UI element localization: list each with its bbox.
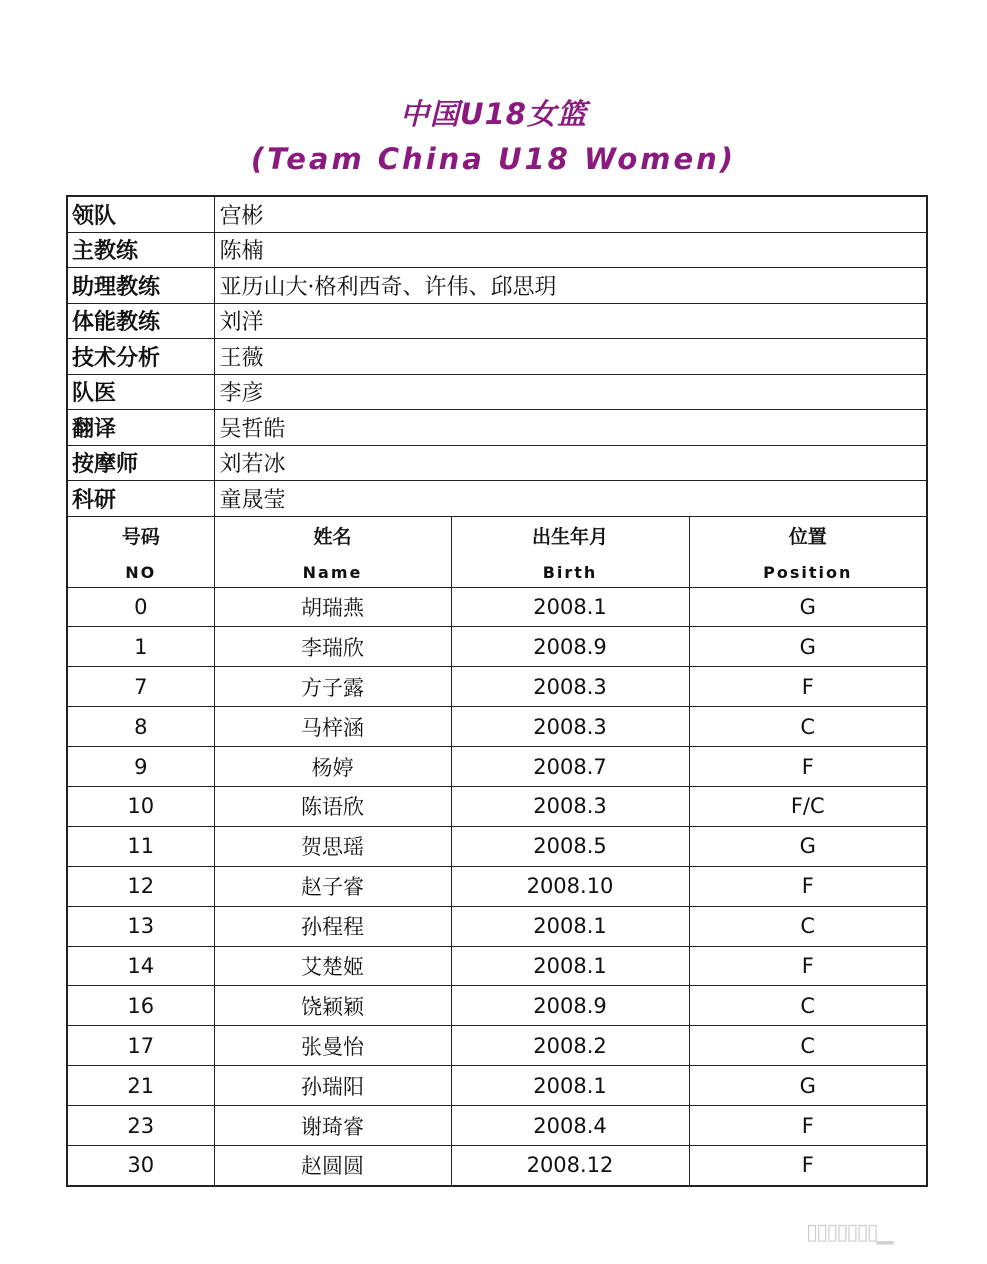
staff-role: 体能教练 bbox=[67, 303, 214, 339]
player-number: 30 bbox=[67, 1145, 214, 1185]
header-name-cn: 姓名 bbox=[313, 525, 352, 548]
player-row bbox=[67, 946, 927, 986]
player-birth: 2008.9 bbox=[451, 986, 689, 1026]
player-number: 21 bbox=[67, 1066, 214, 1106]
player-position: C bbox=[689, 986, 927, 1026]
player-number: 13 bbox=[67, 906, 214, 946]
staff-name: 宫彬 bbox=[214, 196, 927, 232]
staff-name: 吴哲皓 bbox=[214, 410, 927, 446]
staff-name: 亚历山大·格利西奇、许伟、邱思玥 bbox=[214, 268, 927, 304]
staff-name: 李彦 bbox=[214, 374, 927, 410]
player-row bbox=[67, 1145, 927, 1185]
player-row bbox=[67, 906, 927, 946]
title-chinese: 中国U18女篮 bbox=[400, 97, 587, 131]
player-row bbox=[67, 1026, 927, 1066]
header-birth-en: Birth bbox=[542, 562, 598, 582]
player-birth: 2008.1 bbox=[451, 587, 689, 627]
player-position: C bbox=[689, 1026, 927, 1066]
staff-role: 翻译 bbox=[67, 410, 214, 446]
player-name: 张曼怡 bbox=[214, 1026, 451, 1066]
player-number: 1 bbox=[67, 627, 214, 667]
staff-role: 队医 bbox=[67, 374, 214, 410]
player-row bbox=[67, 667, 927, 707]
player-number: 17 bbox=[67, 1026, 214, 1066]
staff-role: 技术分析 bbox=[67, 339, 214, 375]
player-birth: 2008.9 bbox=[451, 627, 689, 667]
player-name: 赵子睿 bbox=[214, 866, 451, 906]
player-row bbox=[67, 1106, 927, 1146]
header-number bbox=[67, 516, 214, 587]
watermark: ▯▯▯▯▯▯▯▁ bbox=[806, 1220, 892, 1245]
player-number: 12 bbox=[67, 866, 214, 906]
player-birth: 2008.1 bbox=[451, 946, 689, 986]
staff-row bbox=[67, 445, 927, 481]
player-birth: 2008.5 bbox=[451, 826, 689, 866]
player-row bbox=[67, 747, 927, 787]
player-birth: 2008.3 bbox=[451, 786, 689, 826]
player-position: F bbox=[689, 866, 927, 906]
staff-row bbox=[67, 374, 927, 410]
header-birth-cn: 出生年月 bbox=[531, 525, 608, 548]
player-number: 10 bbox=[67, 786, 214, 826]
header-number-cn: 号码 bbox=[121, 525, 160, 548]
player-position: F bbox=[689, 1106, 927, 1146]
player-row bbox=[67, 587, 927, 627]
staff-name: 童晟莹 bbox=[214, 481, 927, 517]
title-english: (Team China U18 Women) bbox=[250, 142, 737, 176]
staff-role: 主教练 bbox=[67, 232, 214, 268]
player-name: 李瑞欣 bbox=[214, 627, 451, 667]
player-row bbox=[67, 826, 927, 866]
player-position: G bbox=[689, 627, 927, 667]
player-position: F bbox=[689, 667, 927, 707]
staff-name: 刘若冰 bbox=[214, 445, 927, 481]
player-header-row bbox=[67, 516, 927, 587]
staff-row bbox=[67, 196, 927, 232]
header-position-cn: 位置 bbox=[788, 525, 827, 548]
player-name: 孙程程 bbox=[214, 906, 451, 946]
player-name: 谢琦睿 bbox=[214, 1106, 451, 1146]
player-name: 马梓涵 bbox=[214, 707, 451, 747]
staff-name: 王薇 bbox=[214, 339, 927, 375]
player-position: C bbox=[689, 707, 927, 747]
player-row bbox=[67, 866, 927, 906]
header-position-en: Position bbox=[763, 562, 853, 582]
player-row bbox=[67, 986, 927, 1026]
staff-row bbox=[67, 481, 927, 517]
header-position bbox=[689, 516, 927, 587]
player-row bbox=[67, 707, 927, 747]
staff-role: 领队 bbox=[67, 196, 214, 232]
player-number: 7 bbox=[67, 667, 214, 707]
player-birth: 2008.12 bbox=[451, 1145, 689, 1185]
player-number: 14 bbox=[67, 946, 214, 986]
player-position: F bbox=[689, 1145, 927, 1185]
staff-role: 按摩师 bbox=[67, 445, 214, 481]
staff-name: 陈楠 bbox=[214, 232, 927, 268]
player-position: F/C bbox=[689, 786, 927, 826]
player-position: F bbox=[689, 946, 927, 986]
player-birth: 2008.2 bbox=[451, 1026, 689, 1066]
player-birth: 2008.7 bbox=[451, 747, 689, 787]
player-birth: 2008.1 bbox=[451, 906, 689, 946]
player-birth: 2008.3 bbox=[451, 707, 689, 747]
header-name bbox=[214, 516, 451, 587]
player-birth: 2008.1 bbox=[451, 1066, 689, 1106]
player-name: 孙瑞阳 bbox=[214, 1066, 451, 1106]
player-birth: 2008.4 bbox=[451, 1106, 689, 1146]
header-name-en: Name bbox=[302, 562, 363, 582]
player-position: G bbox=[689, 826, 927, 866]
player-name: 方子露 bbox=[214, 667, 451, 707]
staff-row bbox=[67, 410, 927, 446]
roster-table bbox=[66, 195, 928, 1187]
player-name: 饶颖颖 bbox=[214, 986, 451, 1026]
player-name: 赵圆圆 bbox=[214, 1145, 451, 1185]
header-birth bbox=[451, 516, 689, 587]
player-position: C bbox=[689, 906, 927, 946]
player-name: 陈语欣 bbox=[214, 786, 451, 826]
player-position: F bbox=[689, 747, 927, 787]
player-position: G bbox=[689, 1066, 927, 1106]
player-name: 贺思瑶 bbox=[214, 826, 451, 866]
staff-role: 科研 bbox=[67, 481, 214, 517]
player-number: 8 bbox=[67, 707, 214, 747]
player-number: 16 bbox=[67, 986, 214, 1026]
player-row bbox=[67, 786, 927, 826]
staff-row bbox=[67, 232, 927, 268]
player-row bbox=[67, 1066, 927, 1106]
player-number: 23 bbox=[67, 1106, 214, 1146]
player-position: G bbox=[689, 587, 927, 627]
player-row bbox=[67, 627, 927, 667]
player-number: 9 bbox=[67, 747, 214, 787]
player-number: 0 bbox=[67, 587, 214, 627]
player-name: 杨婷 bbox=[214, 747, 451, 787]
staff-row bbox=[67, 339, 927, 375]
player-number: 11 bbox=[67, 826, 214, 866]
staff-row bbox=[67, 268, 927, 304]
header-number-en: NO bbox=[125, 562, 157, 582]
staff-row bbox=[67, 303, 927, 339]
player-name: 艾楚姬 bbox=[214, 946, 451, 986]
staff-role: 助理教练 bbox=[67, 268, 214, 304]
player-birth: 2008.3 bbox=[451, 667, 689, 707]
staff-name: 刘洋 bbox=[214, 303, 927, 339]
player-name: 胡瑞燕 bbox=[214, 587, 451, 627]
player-birth: 2008.10 bbox=[451, 866, 689, 906]
